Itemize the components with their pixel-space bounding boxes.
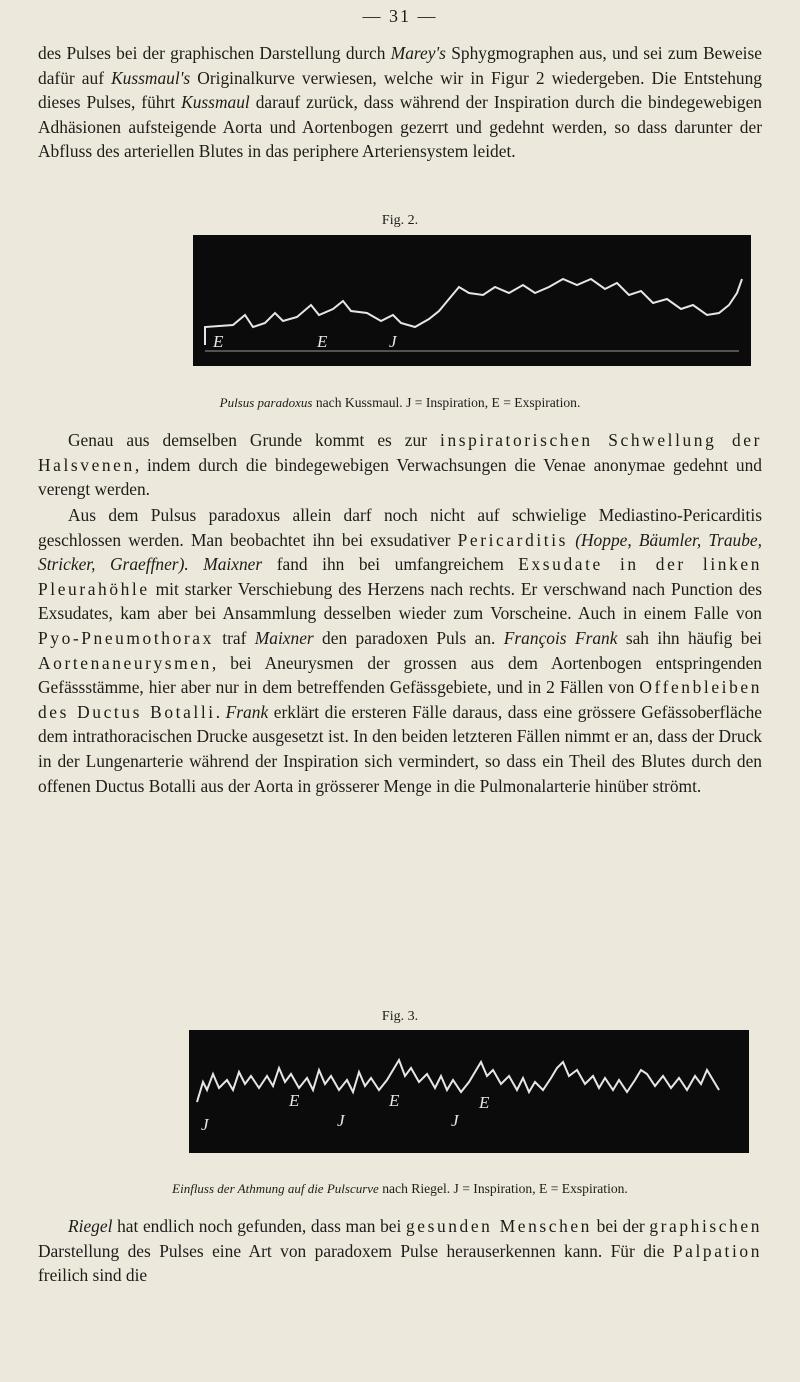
fig2-label-J: J	[389, 332, 397, 351]
figure-3-label: Fig. 3.	[381, 1009, 419, 1024]
figure-3-pulse-curve	[189, 1030, 749, 1153]
fig3-label-E1: E	[289, 1091, 300, 1110]
fig2-label-E1: E	[213, 332, 224, 351]
figure-2-caption: Pulsus paradoxus nach Kussmaul. J = Inspiration, E = Exspiration.	[219, 395, 581, 410]
fig3-label-J3: J	[451, 1111, 459, 1130]
paragraph-3: Aus dem Pulsus paradoxus allein darf noch nicht auf schwielige Mediastino-Pericarditis geschlossen werden. Man beobachtet ihn bei exsudativer Pericarditis (Hoppe, Bäumler, Traube, Stricker, Graeffner). Maixner fand ihn bei umfangreichem Exsudate in der linken Pleurahöhle mit starker Verschiebung des Herzens nach rechts. Er verschwand nach Punction des Exsudates, kam aber bei Ansammlung desselben wieder zum Vorscheine. Auch in einem Falle von Pyo-Pneumothorax traf Maixner den paradoxen Puls an. François Frank sah ihn häufig bei Aortenaneurysmen, bei Aneurysmen der grossen aus dem Aortenbogen entspringenden Gefässstämme, hier aber nur in dem betreffenden Gefässgebiete, und in 2 Fällen von Offenbleiben des Ductus Botalli. Frank erklärt die ersteren Fälle daraus, dass eine grössere Gefässoberfläche dem intrathoracischen Drucke ausgesetzt ist. In den beiden letzteren Fällen nimmt er an, dass der Druck in der Lungenarterie während der Inspiration sich vermindert, so dass ein Theil des Blutes durch den offenen Ductus Botalli aus der Aorta in grösserer Menge in die Pulmonalarterie hinüber strömt.	[38, 505, 762, 796]
figure-2-label: Fig. 2.	[381, 213, 419, 228]
figure-2-plate	[193, 235, 751, 366]
page-number: — 31 —	[362, 6, 438, 26]
paragraph-4: Riegel hat endlich noch gefunden, dass man bei gesunden Menschen bei der graphischen Darstellung des Pulses eine Art von paradoxem Pulse herauserkennen kann. Für die Palpation freilich sind die	[38, 1216, 762, 1286]
figure-2-pulse-curve	[193, 235, 751, 366]
paragraph-1: des Pulses bei der graphischen Darstellung durch Marey's Sphygmographen aus, und sei zum Beweise dafür auf Kussmaul's Originalkurve verwiesen, welche wir in Figur 2 wiedergeben. Die Entstehung dieses Pulses, führt Kussmaul darauf zurück, dass während der Inspiration durch die bindegewebigen Adhäsionen aufsteigende Aorta und Aortenbogen gezerrt und gedehnt werden, so dass darunter der Abfluss des arteriellen Blutes in das periphere Arteriensystem leidet.	[38, 43, 763, 162]
paragraph-2: Genau aus demselben Grunde kommt es zur inspiratorischen Schwellung der Halsvenen, indem durch die bindegewebigen Verwachsungen die Venae anonymae gedehnt und verengt werden.	[38, 430, 762, 500]
fig3-label-E3: E	[479, 1093, 490, 1112]
figure-3-caption: Einfluss der Athmung auf die Pulscurve nach Riegel. J = Inspiration, E = Exspiration.	[172, 1181, 628, 1196]
fig2-label-E2: E	[317, 332, 328, 351]
fig3-label-J1: J	[201, 1115, 209, 1134]
figure-3-plate	[189, 1030, 749, 1153]
fig3-label-E2: E	[389, 1091, 400, 1110]
fig3-label-J2: J	[337, 1111, 345, 1130]
